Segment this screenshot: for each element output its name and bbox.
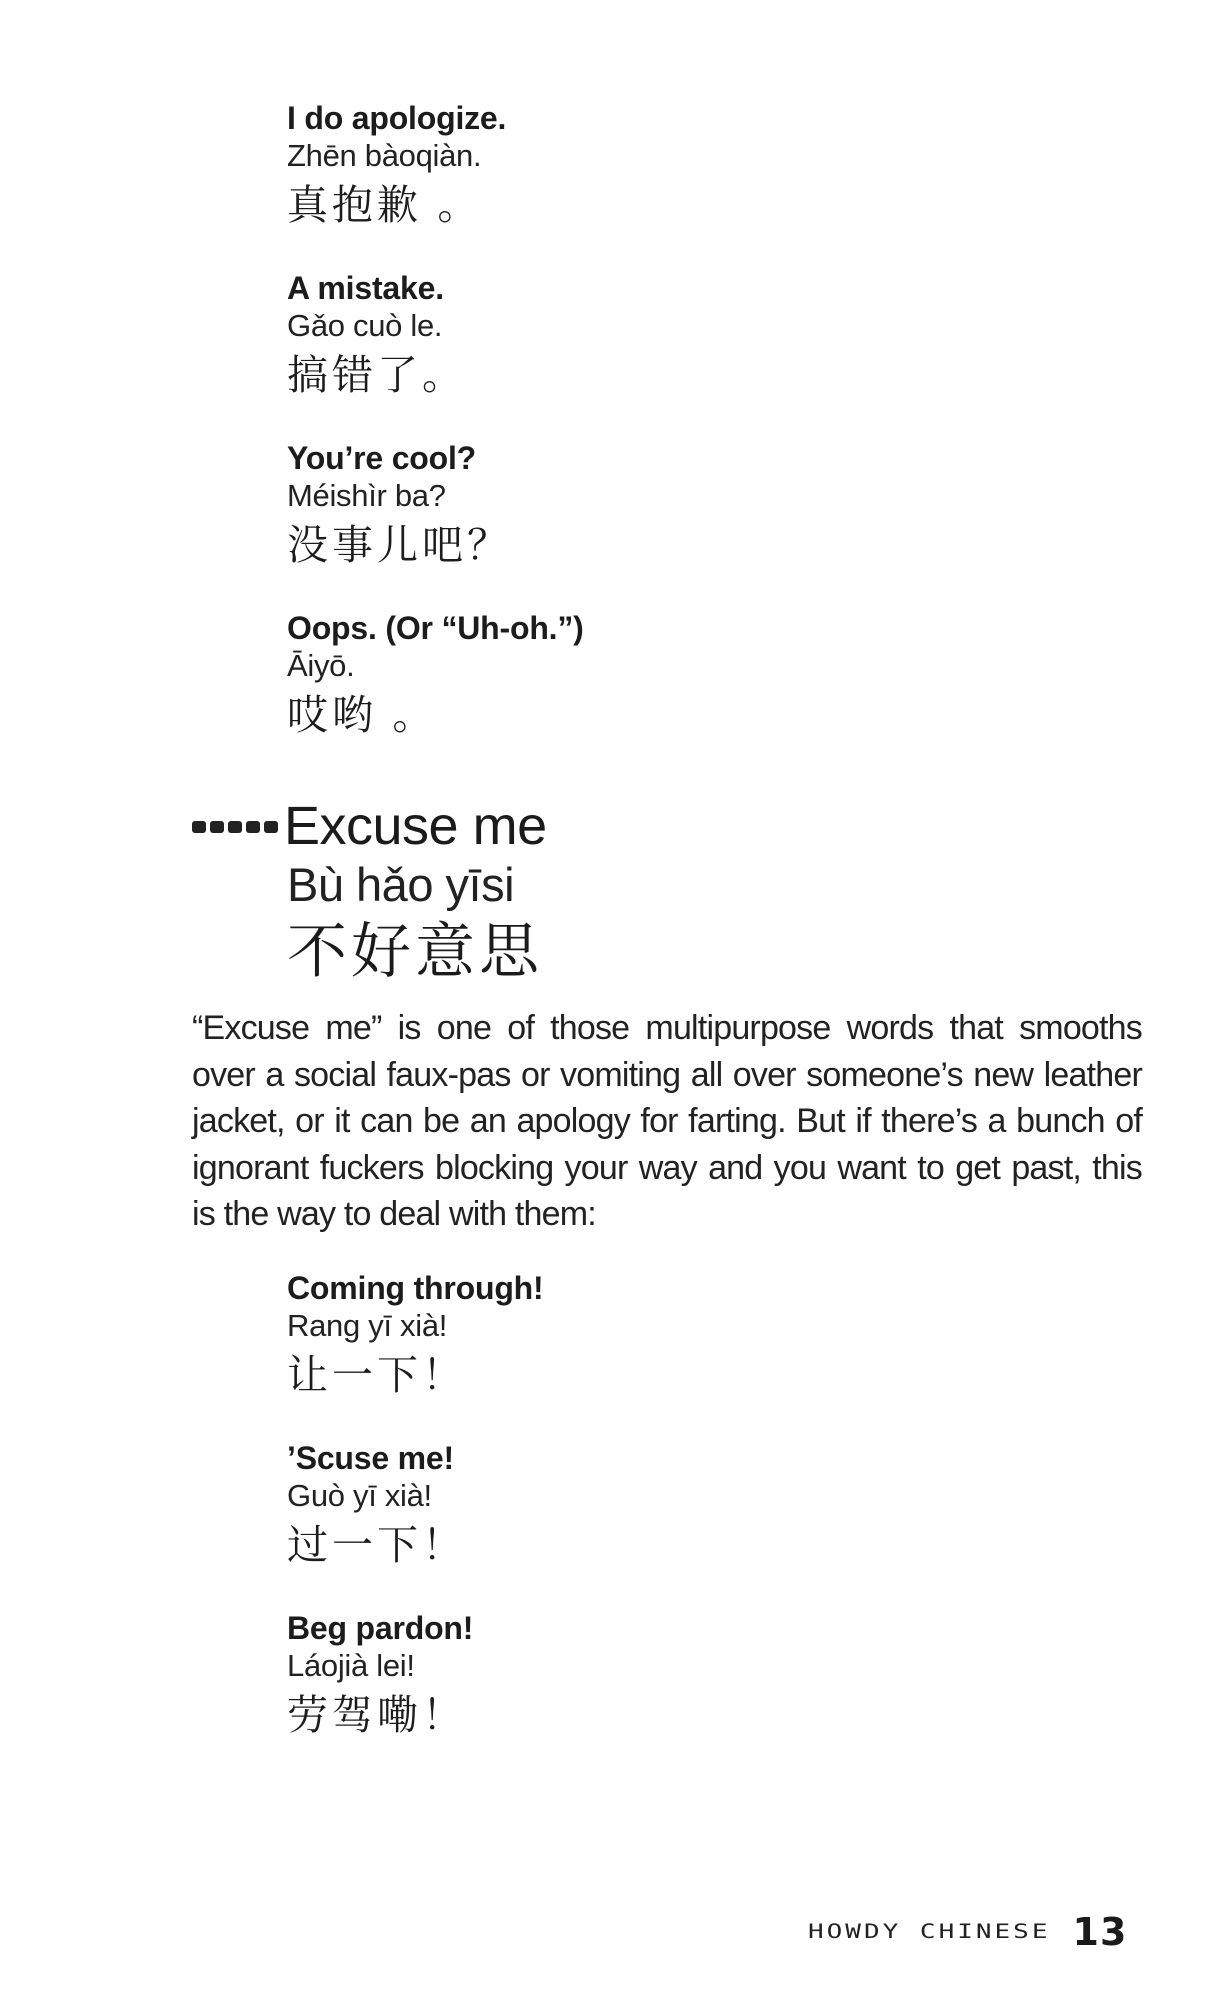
section-pinyin: Bù hǎo yīsi (287, 858, 515, 911)
phrase-chinese: 劳驾嘞！ (287, 1692, 467, 1738)
book-title: HOWDY CHINESE (808, 1920, 1051, 1944)
page-footer (808, 1912, 1127, 1952)
phrase-chinese: 哎哟 。 (287, 692, 438, 738)
phrase-chinese: 让一下！ (287, 1352, 467, 1398)
page-number: 13 (1072, 1910, 1128, 1954)
phrase-pinyin: Rang yī xià! (287, 1308, 448, 1343)
section-chinese: 不好意思 (287, 918, 543, 985)
section-body-paragraph: “Excuse me” is one of those multipurpose words that smooths over a social faux-pas or vomiting all over someone’s new leather jacket, or it can be an apology for farting. But if there’s a bunch of ignorant fuckers blocking your way and you want to get past, this is the way to deal with them: (192, 1009, 1142, 1233)
phrase-block (287, 439, 512, 575)
phrase-pinyin: Guò yī xià! (287, 1478, 432, 1513)
phrase-block (287, 1439, 467, 1575)
phrase-block (287, 1269, 544, 1405)
phrase-block (287, 1609, 473, 1745)
phrase-block (287, 609, 584, 745)
phrase-pinyin: Āiyō. (287, 648, 355, 683)
phrase-english: A mistake. (287, 270, 444, 306)
phrase-english: ’Scuse me! (287, 1440, 454, 1476)
phrase-chinese: 没事儿吧？ (287, 522, 512, 568)
phrase-english: You’re cool? (287, 440, 477, 476)
dotted-leader-icon (192, 821, 278, 833)
phrase-pinyin: Gǎo cuò le. (287, 308, 443, 343)
phrase-pinyin: Zhēn bàoqiàn. (287, 138, 482, 173)
section-title: Excuse me (284, 796, 547, 856)
phrase-english: Beg pardon! (287, 1610, 474, 1646)
phrase-chinese: 过一下！ (287, 1522, 467, 1568)
phrase-block (287, 99, 506, 235)
phrase-pinyin: Méishìr ba? (287, 478, 446, 513)
phrase-english: Coming through! (287, 1270, 544, 1306)
phrase-pinyin: Láojià lei! (287, 1648, 415, 1683)
phrase-block (287, 269, 467, 405)
phrase-english: I do apologize. (287, 100, 507, 136)
phrase-english: Oops. (Or “Uh-oh.”) (287, 610, 584, 646)
phrase-chinese: 搞错了。 (287, 352, 467, 398)
phrase-chinese: 真抱歉 。 (287, 182, 483, 228)
